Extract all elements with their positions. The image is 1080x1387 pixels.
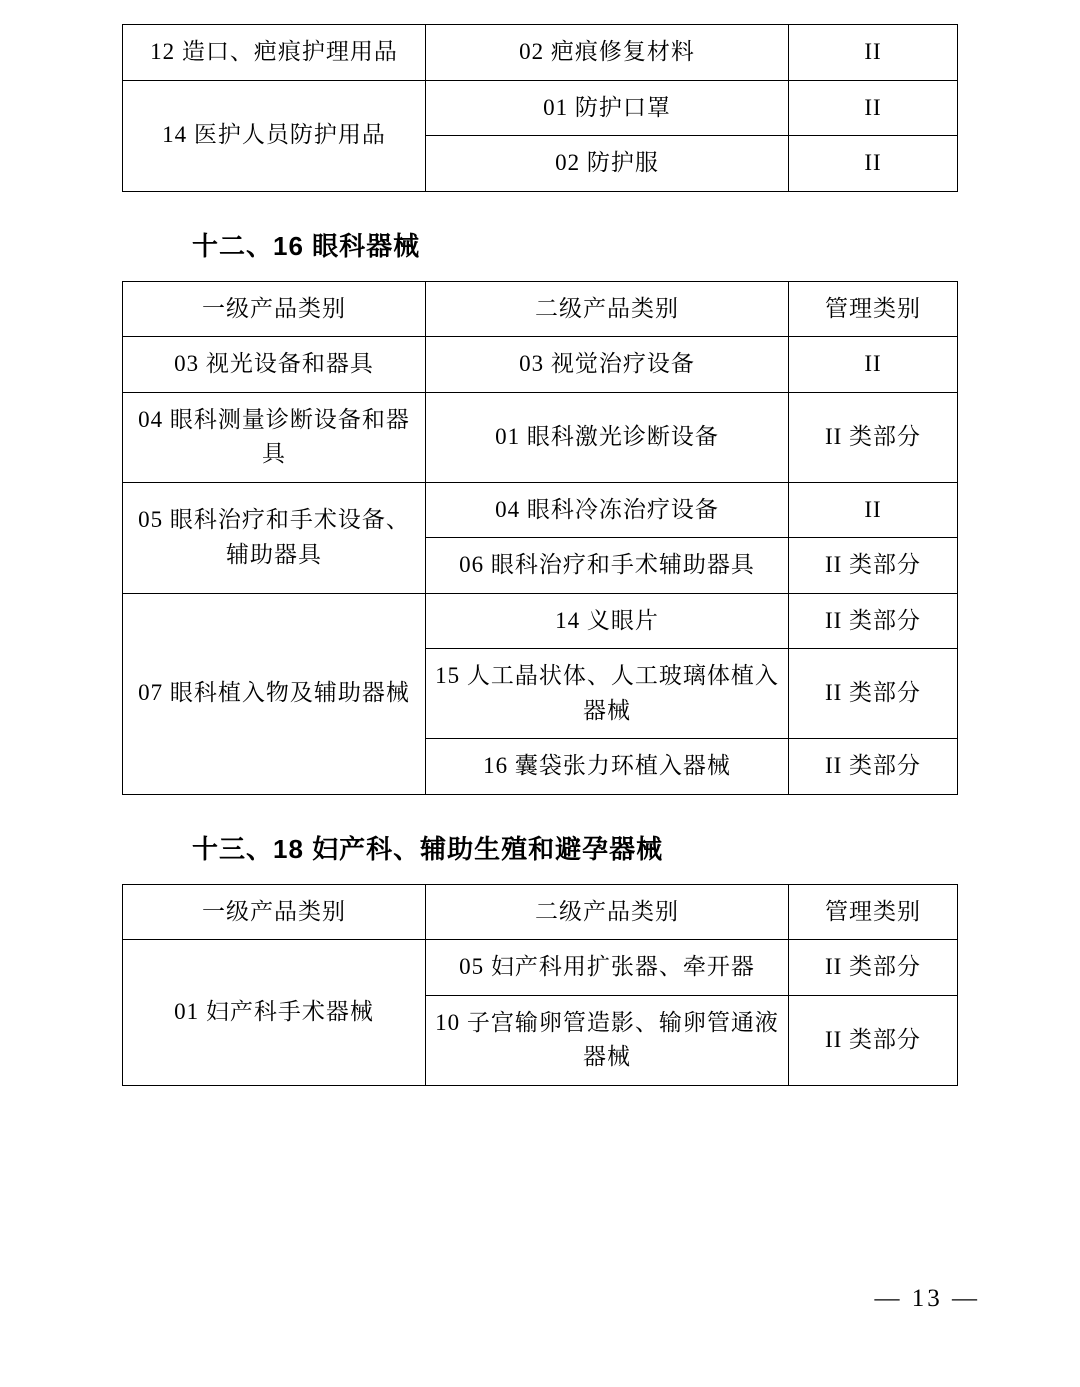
cell-secondary-category: 02 防护服 [426,136,789,192]
table-header-row [123,884,958,940]
cell-primary-category: 01 妇产科手术器械 [123,940,426,1086]
header-management-class: 管理类别 [789,884,958,940]
header-primary-category: 一级产品类别 [123,281,426,337]
table-header-row [123,281,958,337]
header-secondary-category: 二级产品类别 [426,281,789,337]
cell-secondary-category: 14 义眼片 [426,593,789,649]
cell-primary-category: 14 医护人员防护用品 [123,80,426,191]
table-eye-devices [122,281,958,795]
cell-secondary-category: 16 囊袋张力环植入器械 [426,739,789,795]
table-continuation [122,24,958,192]
cell-primary-category: 04 眼科测量诊断设备和器具 [123,392,426,482]
table-row [123,80,958,136]
table-row [123,337,958,393]
cell-primary-category: 12 造口、疤痕护理用品 [123,25,426,81]
cell-management-class: II 类部分 [789,593,958,649]
cell-management-class: II 类部分 [789,995,958,1085]
cell-primary-category: 07 眼科植入物及辅助器械 [123,593,426,794]
header-primary-category: 一级产品类别 [123,884,426,940]
cell-secondary-category: 06 眼科治疗和手术辅助器具 [426,538,789,594]
table-obgyn-devices [122,884,958,1086]
cell-secondary-category: 04 眼科冷冻治疗设备 [426,482,789,538]
cell-management-class: II 类部分 [789,649,958,739]
header-management-class: 管理类别 [789,281,958,337]
table-row [123,593,958,649]
cell-management-class: II 类部分 [789,739,958,795]
cell-secondary-category: 05 妇产科用扩张器、牵开器 [426,940,789,996]
cell-secondary-category: 10 子宫输卵管造影、输卵管通液器械 [426,995,789,1085]
section-title-eye: 十二、16 眼科器械 [192,230,421,261]
cell-management-class: II 类部分 [789,392,958,482]
cell-secondary-category: 01 防护口罩 [426,80,789,136]
cell-primary-category: 03 视光设备和器具 [123,337,426,393]
cell-secondary-category: 03 视觉治疗设备 [426,337,789,393]
header-secondary-category: 二级产品类别 [426,884,789,940]
section-title-obgyn: 十三、18 妇产科、辅助生殖和避孕器械 [192,833,664,864]
cell-management-class: II [789,136,958,192]
cell-management-class: II 类部分 [789,940,958,996]
cell-primary-category: 05 眼科治疗和手术设备、辅助器具 [123,482,426,593]
cell-secondary-category: 02 疤痕修复材料 [426,25,789,81]
page-number: — 13 — [874,1285,980,1312]
cell-management-class: II [789,80,958,136]
table-row [123,940,958,996]
table-row [123,392,958,482]
table-row [123,482,958,538]
cell-secondary-category: 01 眼科激光诊断设备 [426,392,789,482]
cell-secondary-category: 15 人工晶状体、人工玻璃体植入器械 [426,649,789,739]
cell-management-class: II 类部分 [789,538,958,594]
cell-management-class: II [789,482,958,538]
cell-management-class: II [789,337,958,393]
table-row [123,25,958,81]
cell-management-class: II [789,25,958,81]
